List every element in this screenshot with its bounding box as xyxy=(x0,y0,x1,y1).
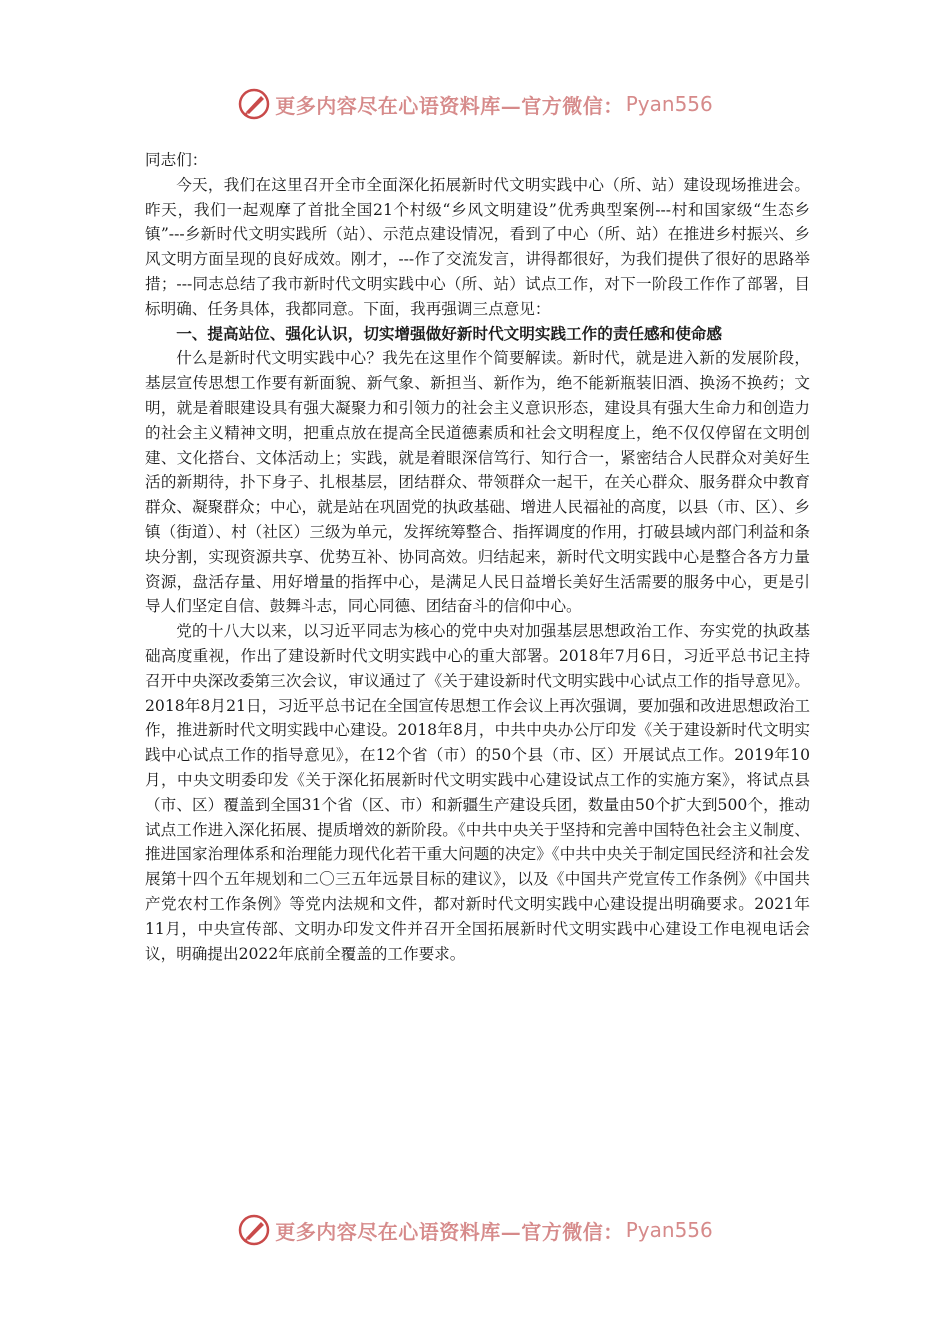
paragraph-history: 党的十八大以来，以习近平同志为核心的党中央对加强基层思想政治工作、夯实党的执政基础高度重视，作出了建设新时代文明实践中心的重大部署。2018年7月6日，习近平总书记主持召开中央深改委第三次会议，审议通过了《关于建设新时代文明实践中心试点工作的指导意见》。2018年8月21日，习近平总书记在全国宣传思想工作会议上再次强调，要加强和改进思想政治工作，推进新时代文明实践中心建设。2018年8月，中共中央办公厅印发《关于建设新时代文明实践中心试点工作的指导意见》，在12个省（市）的50个县（市、区）开展试点工作。2019年10月，中央文明委印发《关于深化拓展新时代文明实践中心建设试点工作的实施方案》，将试点县（市、区）覆盖到全国31个省（区、市）和新疆生产建设兵团，数量由50个扩大到500个，推动试点工作进入深化拓展、提质增效的新阶段。《中共中央关于坚持和完善中国特色社会主义制度、推进国家治理体系和治理能力现代化若干重大问题的决定》《中共中央关于制定国民经济和社会发展第十四个五年规划和二〇三五年远景目标的建议》，以及《中国共产党宣传工作条例》《中国共产党农村工作条例》等党内法规和文件，都对新时代文明实践中心建设提出明确要求。2021年11月，中央宣传部、文明办印发文件并召开全国拓展新时代文明实践中心建设工作电视电话会议，明确提出2022年底前全覆盖的工作要求。 xyxy=(145,622,810,963)
wechat-id: Pyan556 xyxy=(625,1218,713,1242)
section-heading: 一、提高站位、强化认识，切实增强做好新时代文明实践工作的责任感和使命感 xyxy=(176,323,722,343)
watermark-text: 更多内容尽在心语资料库—官方微信： xyxy=(275,1219,624,1244)
pen-logo-icon xyxy=(237,1213,271,1247)
pen-logo-icon xyxy=(237,87,271,121)
wechat-id: Pyan556 xyxy=(625,92,713,116)
paragraph-definition: 什么是新时代文明实践中心？我先在这里作个简要解读。新时代，就是进入新的发展阶段，基层宣传思想工作要有新面貌、新气象、新担当、新作为，绝不能新瓶装旧酒、换汤不换药；文明，就是着眼建设具有强大凝聚力和引领力的社会主义意识形态，建设具有强大生命力和创造力的社会主义精神文明，把重点放在提高全民道德素质和社会文明程度上，绝不仅仅停留在文明创建、文化搭台、文体活动上；实践，就是着眼深信笃行、知行合一，紧密结合人民群众对美好生活的新期待，扑下身子、扎根基层，团结群众、带领群众一起干，在关心群众、服务群众中教育群众、凝聚群众；中心，就是站在巩固党的执政基础、增进人民福祉的高度，以县（市、区）、乡镇（街道）、村（社区）三级为单元，发挥统筹整合、指挥调度的作用，打破县域内部门利益和条块分割，实现资源共享、优势互补、协同高效。归结起来，新时代文明实践中心是整合各方力量资源，盘活存量、用好增量的指挥中心，是满足人民日益增长美好生活需要的服务中心，更是引导人们坚定自信、鼓舞斗志，同心同德、团结奋斗的信仰中心。 xyxy=(145,349,810,616)
document-body xyxy=(145,148,810,966)
paragraph-intro: 今天，我们在这里召开全市全面深化拓展新时代文明实践中心（所、站）建设现场推进会。昨天，我们一起观摩了首批全国21个村级“乡风文明建设”优秀典型案例---村和国家级“生态乡镇”---乡新时代文明实践所（站）、示范点建设情况，看到了中心（所、站）在推进乡村振兴、乡风文明方面呈现的良好成效。刚才，---作了交流发言，讲得都很好，为我们提供了很好的思路举措；---同志总结了我市新时代文明实践中心（所、站）试点工作，对下一阶段工作作了部署，目标明确、任务具体，我都同意。下面，我再强调三点意见： xyxy=(145,175,810,318)
greeting: 同志们： xyxy=(145,151,208,169)
watermark-banner-top xyxy=(0,82,950,126)
watermark-banner-bottom xyxy=(0,1208,950,1252)
watermark-text: 更多内容尽在心语资料库—官方微信： xyxy=(275,93,624,118)
